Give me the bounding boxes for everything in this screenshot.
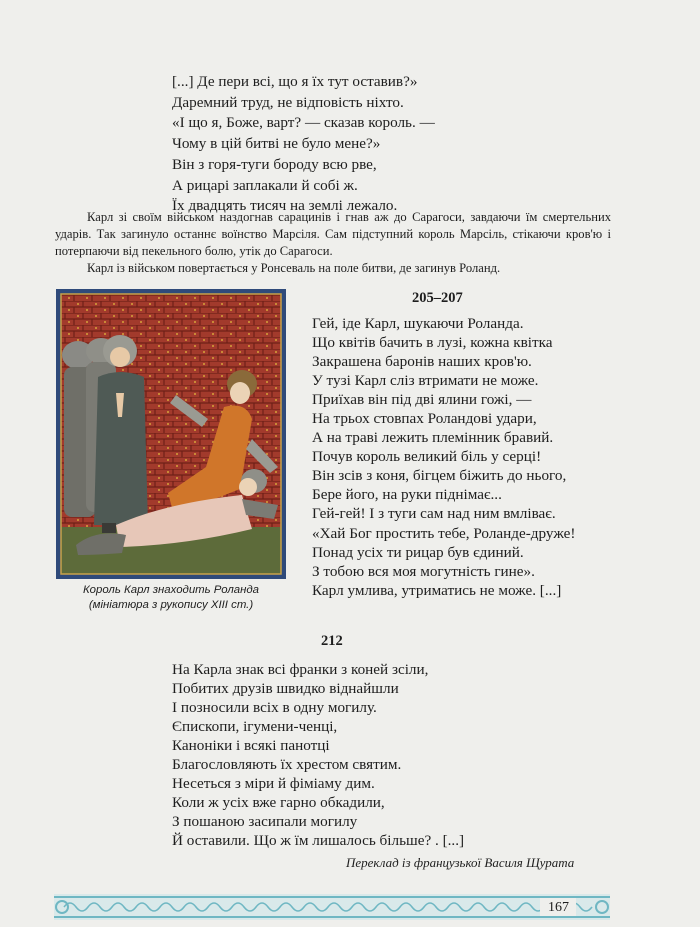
- translation-credit: Переклад із французької Василя Щурата: [346, 855, 575, 870]
- verse-line: [...] Де пери всі, що я їх тут оставив?»: [172, 73, 418, 90]
- verse-line: Побитих друзів швидко віднайшли: [172, 680, 399, 698]
- verse-line: На трьох стовпах Роландові удари,: [312, 410, 537, 428]
- verse-line: Несеться з міри й фіміаму дим.: [172, 775, 375, 793]
- verse-stanza-top: [172, 72, 435, 217]
- miniature-illustration: [56, 289, 286, 579]
- verse-line: Благословляють їх хрестом святим.: [172, 756, 402, 774]
- verse-line: Даремний труд, не відповість ніхто.: [172, 93, 404, 111]
- verse-line: Закрашена баронів наших кров'ю.: [312, 353, 532, 371]
- verse-line: Гей, іде Карл, шукаючи Роланда.: [312, 315, 524, 332]
- verse-line: Він зсів з коня, бігцем біжить до нього,: [312, 467, 567, 485]
- verse-line: Понад усіх ти рицар був єдиний.: [312, 543, 524, 561]
- verse-stanza-205-207: [312, 314, 575, 600]
- verse-line: Що квітів бачить в лузі, кожна квітка: [312, 334, 553, 352]
- verse-line: Чому в цій битві не було мене?»: [172, 135, 381, 153]
- verse-line: Їх двадцять тисяч на землі лежало.: [172, 197, 398, 215]
- verse-line: «І що я, Боже, варт? — сказав король. —: [172, 114, 435, 132]
- prose-block: [55, 209, 611, 277]
- verse-line: «Хай Бог простить тебе, Роланде-друже!: [312, 524, 576, 542]
- caption-line: Король Карл знаходить Роланда: [82, 584, 260, 596]
- prose-paragraph: Карл із військом повертається у Ронсеваль на поле битви, де загинув Роланд.: [87, 261, 501, 275]
- verse-line: Коли ж усіх вже гарно обкадили,: [172, 794, 385, 812]
- verse-line: І позносили всіх в одну могилу.: [172, 699, 377, 717]
- section-heading: 212: [321, 633, 343, 649]
- verse-stanza-212: [172, 660, 464, 850]
- verse-line: Й оставили. Що ж їм лишалось більше? . [...]: [172, 832, 465, 850]
- prose-paragraph: Карл зі своїм військом наздогнав сарацинів і гнав аж до Сарагоси, завдаючи їм смертельних ударів. Так загинуло останнє воїнство Марсіля. Сам підступний король Марсіль, стікаючи кров'ю і потерпаючи від пекельного болю, утік до Сарагоси.: [55, 210, 611, 258]
- verse-line: Бере його, на руки піднімає...: [312, 486, 502, 504]
- figure-caption: [40, 583, 302, 613]
- verse-line: Приїхав він під дві ялини гожі, —: [312, 391, 532, 409]
- verse-line: Він з горя-туги бороду всю рве,: [172, 155, 377, 173]
- verse-line: У тузі Карл сліз втримати не може.: [312, 372, 539, 390]
- verse-line: На Карла знак всі франки з коней зсіли,: [172, 661, 429, 678]
- verse-line: Карл умлива, утриматись не може. [...]: [312, 581, 562, 599]
- verse-line: Гей-гей! І з туги сам над ним вмліває.: [312, 505, 556, 523]
- footer-ornament: [54, 894, 610, 920]
- verse-line: А рицарі заплакали й собі ж.: [172, 176, 358, 194]
- verse-line: Почув король великий біль у серці!: [312, 448, 542, 466]
- verse-line: Каноніки і всякі панотці: [172, 737, 330, 755]
- page-number: 167: [548, 900, 569, 915]
- section-heading: 205–207: [412, 290, 463, 306]
- verse-line: А на траві лежить племінник бравий.: [312, 429, 554, 447]
- verse-line: З пошаною засипали могилу: [172, 813, 358, 831]
- verse-line: З тобою вся моя могутність гине».: [312, 562, 535, 580]
- verse-line: Єпископи, ігумени-ченці,: [172, 718, 338, 736]
- caption-line: (мініатюра з рукопису XIII ст.): [88, 599, 254, 611]
